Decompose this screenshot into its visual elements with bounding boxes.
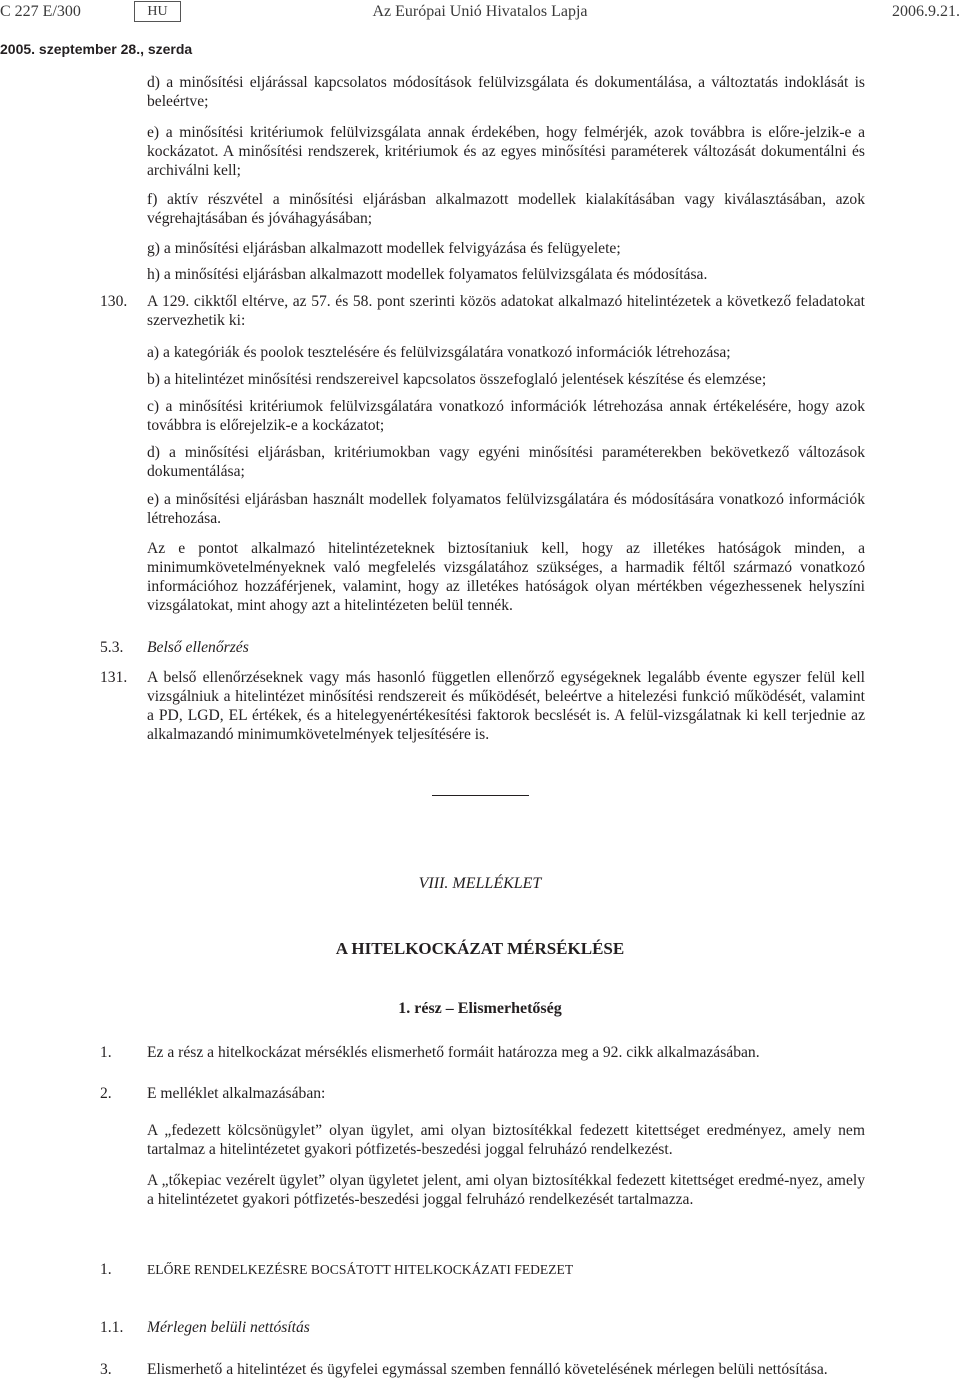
list-item: g) a minősítési eljárásban alkalmazott modellek felvigyázása és felügyelete; <box>147 240 621 257</box>
publication-date: 2006.9.21. <box>892 3 960 20</box>
list-item: b) a hitelintézet minősítési rendszereivel kapcsolatos összefoglaló jelentések készítése és elemzése; <box>147 371 767 388</box>
list-item: d) a minősítési eljárásban, kritériumokban vagy egyéni minősítési paraméterekben bekövetkező változások dokumentálása; <box>147 444 865 480</box>
paragraph-number: 3. <box>100 1361 112 1378</box>
journal-title: Az Európai Unió Hivatalos Lapja <box>372 3 588 20</box>
paragraph-number: 131. <box>100 669 128 686</box>
definition-text: A „tőkepiac vezérelt ügylet” olyan ügyletet jelent, ami olyan biztosítékkal fedezett kitettséget eredmé-nyez, amely a hitelintézetet gyakori pótfizetés-beszedési joggal felruházó rendelkezését tartalmazza. <box>147 1172 865 1208</box>
session-dateline: 2005. szeptember 28., szerda <box>0 41 193 57</box>
journal-reference: C 227 E/300 <box>0 3 81 20</box>
paragraph-text: E melléklet alkalmazásában: <box>147 1085 326 1102</box>
definition-text: A „fedezett kölcsönügylet” olyan ügylet, ami olyan biztosítékkal fedezett kitettséget eredményez, amely nem tartalmaz a hitelintézetet gyakori pótfizetés-beszedési joggal felruházó rendelkezést. <box>147 1122 865 1158</box>
section-title: Belső ellenőrzés <box>147 639 249 656</box>
list-item: a) a kategóriák és poolok tesztelésére és felülvizsgálatára vonatkozó információk létrehozása; <box>147 344 731 361</box>
list-item: e) a minősítési kritériumok felülvizsgálata annak érdekében, hogy felmérjék, azok továbbra is előre-jelzik-e a kockázatot. A minősítési rendszerek, kritériumok és az egyes minősítési paraméterek változását dokumentálni és archiválni kell; <box>147 124 865 179</box>
paragraph-number: 2. <box>100 1085 112 1102</box>
heading-title: ELŐRE RENDELKEZÉSRE BOCSÁTOTT HITELKOCKÁZATI FEDEZET <box>147 1262 574 1277</box>
heading-number: 1. <box>100 1261 112 1278</box>
paragraph-text: A belső ellenőrzéseknek vagy más hasonló független ellenőrző egységeknek legalább évente egyszer felül kell vizsgálniuk a hitelintézet minősítési rendszereit és működését, beleértve a hitelezési funkció működését, valamint a PD, LGD, EL értékek, és a hitelegyenértékesítési faktorok becslését is. A felül-vizsgálatnak ki kell terjednie az alkalmazandó minimumkövetelmények teljesítésére is. <box>147 669 865 743</box>
part-title: 1. rész – Elismerhetőség <box>398 1000 562 1017</box>
heading-number: 1.1. <box>100 1319 124 1336</box>
list-item: d) a minősítési eljárással kapcsolatos módosítások felülvizsgálata és dokumentálása, a változtatás indoklását is beleértve; <box>147 74 865 110</box>
annex-label: VIII. MELLÉKLET <box>418 875 542 892</box>
separator-rule <box>432 795 529 796</box>
annex-title: A HITELKOCKÁZAT MÉRSÉKLÉSE <box>335 939 625 958</box>
heading-title: Mérlegen belüli nettósítás <box>147 1319 310 1336</box>
paragraph-text: A 129. cikktől eltérve, az 57. és 58. pont szerinti közös adatokat alkalmazó hitelintézetek a következő feladatokat szervezhetik ki: <box>147 293 865 329</box>
paragraph-text: Az e pontot alkalmazó hitelintézeteknek biztosítaniuk kell, hogy az illetékes hatóságok minden, a minimumkövetelményeknek való megfelelés vizsgálatához szükséges, a harmadik féltől származó vonatkozó információhoz hozzáférjenek, valamint, hogy az illetékes hatóságok olyan mértékben végezhessenek helyszíni vizsgálatokat, mint ahogy azt a hitelintézeten belül tennék. <box>147 540 865 614</box>
list-item: f) aktív részvétel a minősítési eljárásban alkalmazott modellek kialakításában vagy kiválasztásában, azok végrehajtásában és jóváhagyásában; <box>147 191 865 227</box>
list-item: c) a minősítési kritériumok felülvizsgálatára vonatkozó információk létrehozása annak értékelésére, hogy azok továbbra is előrejelzik-e a kockázatot; <box>147 398 865 434</box>
language-code-badge: HU <box>134 1 181 22</box>
paragraph-text: Ez a rész a hitelkockázat mérséklés elismerhető formáit határozza meg a 92. cikk alkalmazásában. <box>147 1044 760 1061</box>
list-item: e) a minősítési eljárásban használt modellek folyamatos felülvizsgálatára és módosítására vonatkozó információk létrehozása. <box>147 491 865 527</box>
paragraph-number: 130. <box>100 293 128 310</box>
paragraph-number: 1. <box>100 1044 112 1061</box>
paragraph-text: Elismerhető a hitelintézet és ügyfelei egymással szemben fennálló követelésének mérlegen belüli nettósítása. <box>147 1361 828 1378</box>
section-number: 5.3. <box>100 639 124 656</box>
list-item: h) a minősítési eljárásban alkalmazott modellek folyamatos felülvizsgálata és módosítása. <box>147 266 708 283</box>
